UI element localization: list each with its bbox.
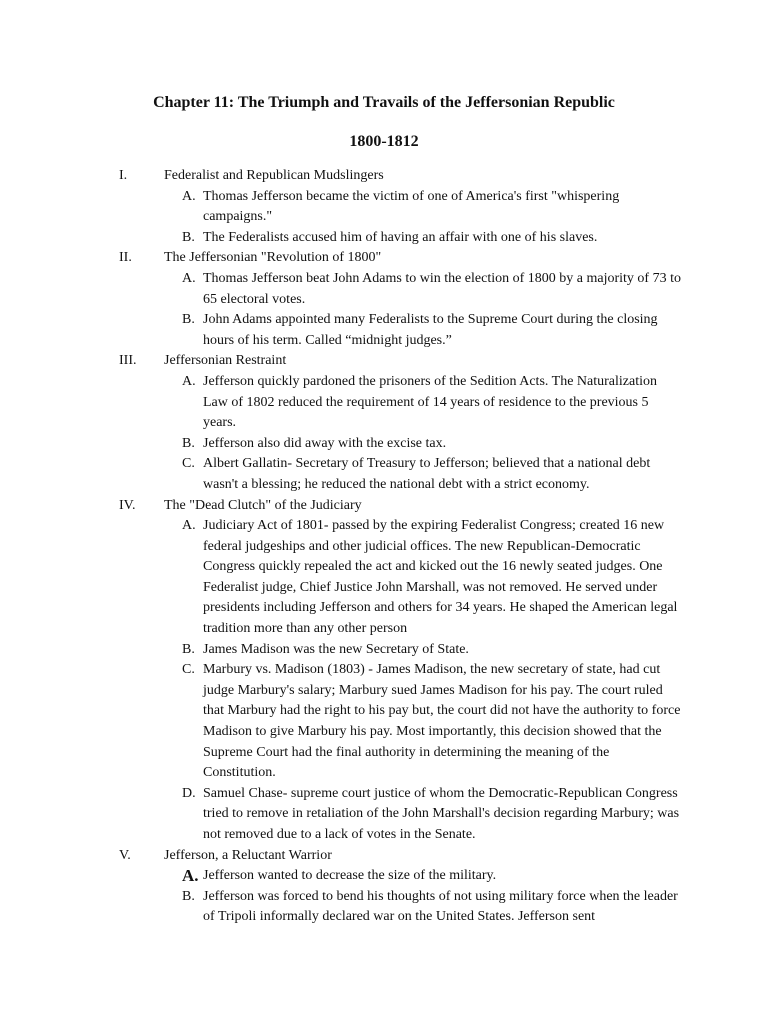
item-text: The Federalists accused him of having an affair with one of his slaves. xyxy=(203,229,598,245)
outline-section xyxy=(0,846,768,928)
outline-item xyxy=(0,310,768,351)
section-heading: The "Dead Clutch" of the Judiciary xyxy=(164,497,362,513)
item-letter: C. xyxy=(182,662,195,678)
outline-item xyxy=(0,454,768,495)
section-heading-row xyxy=(0,248,768,269)
item-letter: B. xyxy=(182,641,195,657)
item-letter: B. xyxy=(182,312,195,328)
outline-item xyxy=(0,187,768,228)
item-letter: A. xyxy=(182,866,199,886)
section-numeral: I. xyxy=(119,168,128,183)
item-text: John Adams appointed many Federalists to the Supreme Court during the closing hours of his term. Called “midnight judges.” xyxy=(203,312,658,348)
item-text: Jefferson also did away with the excise tax. xyxy=(203,435,447,451)
item-letter: B. xyxy=(182,888,195,904)
item-text: Albert Gallatin- Secretary of Treasury to Jefferson; believed that a national debt wasn't a blessing; he reduced the national debt with a strict economy. xyxy=(203,456,651,492)
item-text: Judiciary Act of 1801- passed by the expiring Federalist Congress; created 16 new federal judgeships and other judicial offices. The new Republican-Democratic Congress quickly repealed the act and kicked out the 16 newly seated judges. One Federalist judge, Chief Justice John Marshall, was not removed. He served under presidents including Jefferson and others for 34 years. He shaped the American legal tradition more than any other person xyxy=(203,518,678,637)
section-numeral: IV. xyxy=(119,497,136,513)
outline-item xyxy=(0,372,768,434)
section-numeral: V. xyxy=(119,847,131,863)
outline-section xyxy=(0,496,768,846)
section-heading: Jeffersonian Restraint xyxy=(164,353,287,369)
item-text: Jefferson quickly pardoned the prisoners of the Sedition Acts. The Naturalization Law of 1802 reduced the requirement of 14 years of residence to the previous 5 years. xyxy=(203,373,657,431)
item-letter: B. xyxy=(182,229,195,245)
outline-item xyxy=(0,660,768,784)
section-heading-row xyxy=(0,166,768,187)
outline-item xyxy=(0,516,768,640)
outline-item xyxy=(0,640,768,661)
outline-section xyxy=(0,166,768,248)
item-text: Jefferson wanted to decrease the size of the military. xyxy=(203,868,497,884)
section-heading-row xyxy=(0,351,768,372)
outline-item xyxy=(0,434,768,455)
item-letter: A. xyxy=(182,373,196,389)
outline xyxy=(0,166,768,928)
page-title: Chapter 11: The Triumph and Travails of the Jeffersonian Republic xyxy=(153,94,615,111)
outline-item xyxy=(0,784,768,846)
item-letter: B. xyxy=(182,435,195,451)
outline-item xyxy=(0,866,768,887)
outline-item xyxy=(0,887,768,928)
outline-section xyxy=(0,351,768,495)
section-heading: Jefferson, a Reluctant Warrior xyxy=(164,847,332,863)
outline-section xyxy=(0,248,768,351)
item-letter: A. xyxy=(182,188,196,204)
item-text: Thomas Jefferson beat John Adams to win the election of 1800 by a majority of 73 to 65 electoral votes. xyxy=(203,270,681,307)
section-heading: The Jeffersonian "Revolution of 1800" xyxy=(164,250,382,266)
item-text: James Madison was the new Secretary of State. xyxy=(203,641,469,657)
page-subtitle: 1800-1812 xyxy=(349,133,419,150)
item-letter: A. xyxy=(182,518,196,534)
item-text: Marbury vs. Madison (1803) - James Madison, the new secretary of state, had cut judge Marbury's salary; Marbury sued James Madison for his pay. The court ruled that Marbury had the right to his pay but, the court did not have the authority to force Madison to give Marbury his pay. Most importantly, this decision showed that the Supreme Court had the final authority in determining the meaning of the Constitution. xyxy=(203,662,681,781)
item-letter: C. xyxy=(182,456,195,472)
section-numeral: III. xyxy=(119,353,137,369)
outline-item xyxy=(0,269,768,310)
section-heading-row xyxy=(0,496,768,517)
item-text: Thomas Jefferson became the victim of one of America's first "whispering campaigns." xyxy=(203,188,620,225)
outline-item xyxy=(0,228,768,249)
item-text: Samuel Chase- supreme court justice of whom the Democratic-Republican Congress tried to remove in retaliation of the John Marshall's decision regarding Marbury; was not removed due to a lack of votes in the Senate. xyxy=(203,785,680,842)
section-heading: Federalist and Republican Mudslingers xyxy=(164,168,384,183)
section-heading-row xyxy=(0,846,768,867)
item-text: Jefferson was forced to bend his thoughts of not using military force when the leader of Tripoli informally declared war on the United States. Jefferson sent xyxy=(203,888,678,925)
item-letter: A. xyxy=(182,270,196,286)
section-numeral: II. xyxy=(119,250,132,266)
item-letter: D. xyxy=(182,785,196,801)
